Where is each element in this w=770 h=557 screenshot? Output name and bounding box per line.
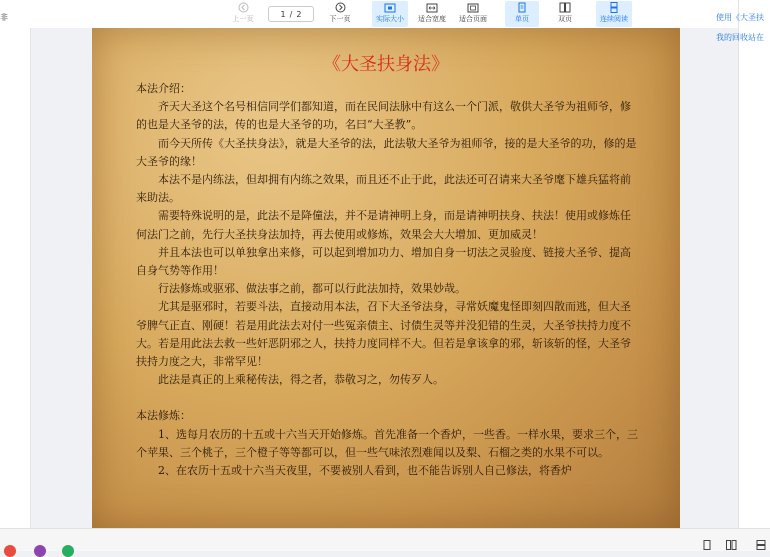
left-gutter <box>0 28 31 528</box>
document-title: 《大圣扶身法》 <box>323 54 449 75</box>
prev-page-label: 上一页 <box>232 15 254 23</box>
continuous-read-label: 连续阅读 <box>600 15 628 23</box>
double-page-label: 双页 <box>558 15 572 23</box>
document-body <box>136 80 640 480</box>
fit-width-icon <box>426 2 438 13</box>
prev-arrow-icon <box>237 2 249 13</box>
taskbar-purple-icon[interactable] <box>34 545 46 557</box>
document-page <box>92 28 680 528</box>
single-page-button[interactable] <box>505 1 539 27</box>
page-current: 1 <box>280 9 286 19</box>
double-page-icon <box>559 2 571 13</box>
next-page-label: 下一页 <box>329 15 351 23</box>
fit-page-button[interactable] <box>455 1 491 27</box>
actual-size-icon <box>384 2 396 13</box>
right-links <box>716 8 770 48</box>
fit-width-label: 适合宽度 <box>418 15 446 23</box>
document-paragraph: 此法是真正的上乘秘传法，得之者，恭敬习之，勿传歹人。 <box>158 373 444 387</box>
single-view-icon[interactable] <box>702 535 712 545</box>
continuous-read-button[interactable] <box>596 1 632 27</box>
single-page-icon <box>516 2 528 13</box>
right-link-use[interactable]: 使用《大圣扶 <box>716 13 764 22</box>
next-arrow-icon <box>334 2 346 13</box>
left-title-fragment: 非 <box>0 13 8 22</box>
fit-width-button[interactable] <box>414 1 450 27</box>
double-page-button[interactable] <box>548 1 582 27</box>
document-paragraph: 需要特殊说明的是，此法不是降僮法，并不是请神明上身，而是请神明扶身、扶法！使用或修炼任何法门之前，先行大圣扶身法加持，再去使用或修炼，效果会大大增加、更加威灵！ <box>136 209 631 241</box>
prev-page-button[interactable] <box>228 1 258 27</box>
status-bar <box>0 528 770 551</box>
continuous-view-icon[interactable] <box>756 535 766 545</box>
document-paragraph: 行法修炼或驱邪、做法事之前，都可以行此法加持，效果妙哉。 <box>158 282 466 296</box>
page-total: 2 <box>296 9 302 19</box>
taskbar-red-icon[interactable] <box>4 545 16 557</box>
document-paragraph: 并且本法也可以单独拿出来修，可以起到增加功力、增加自身一切法之灵验度、链接大圣爷、提高自身气势等作用！ <box>136 245 631 278</box>
actual-size-button[interactable] <box>372 1 408 27</box>
document-paragraph: 而今天所传《大圣扶身法》，就是大圣爷的法，此法敬大圣爷为祖师爷，接的是大圣爷的功，修的是大圣爷的缘！ <box>136 136 637 168</box>
document-paragraph: 尤其是驱邪时，若要斗法，直接动用本法，召下大圣爷法身，寻常妖魔鬼怪即刻四散而逃，但大圣爷脾气正直、刚硬！若是用此法去对付一些冤亲债主、讨债生灵等并没犯错的生灵，大圣爷扶持力度不大。若是用此法去救一些奸恶阴邪之人，扶持力度同样不大。但若是拿该拿的邪，斩该斩的怪，大圣爷扶持力度之大，非常罕见！ <box>136 300 631 369</box>
document-paragraph: 1、选每月农历的十五或十六当天开始修炼。首先准备一个香炉，一些香。一样水果，要求三个，三个苹果、三个桃子，三个橙子等等都可以，但一些气味浓烈难闻以及梨、石榴之类的水果不可以。 <box>136 427 638 459</box>
document-paragraph: 本法介绍： <box>136 82 191 95</box>
right-link-recycle[interactable]: 我的回收站在 <box>716 33 764 42</box>
toolbar <box>0 0 770 28</box>
single-page-label: 单页 <box>515 15 529 23</box>
paragraph-gap <box>136 389 640 407</box>
document-paragraph: 本法修炼： <box>136 409 191 423</box>
double-view-icon[interactable] <box>726 535 736 545</box>
document-paragraph: 2、在农历十五或十六当天夜里，不要被别人看到，也不能告诉别人自己修法，将香炉 <box>158 464 572 478</box>
document-paragraph: 齐天大圣这个名号相信同学们都知道，而在民间法脉中有这么一个门派，敬供大圣爷为祖师爷，修的也是大圣爷的法，传的也是大圣爷的功，名曰“大圣教”。 <box>136 100 631 132</box>
fit-page-label: 适合页面 <box>459 15 487 23</box>
next-page-button[interactable] <box>325 1 355 27</box>
actual-size-label: 实际大小 <box>376 15 404 23</box>
right-panel <box>738 0 770 528</box>
fit-page-icon <box>467 2 479 13</box>
continuous-read-icon <box>608 2 620 13</box>
page-indicator[interactable]: 1 / 2 <box>268 6 314 22</box>
document-paragraph: 本法不是内练法，但却拥有内练之效果，而且还不止于此，此法还可召请来大圣爷麾下雄兵猛将前来助法。 <box>136 173 631 205</box>
taskbar-green-icon[interactable] <box>62 545 74 557</box>
